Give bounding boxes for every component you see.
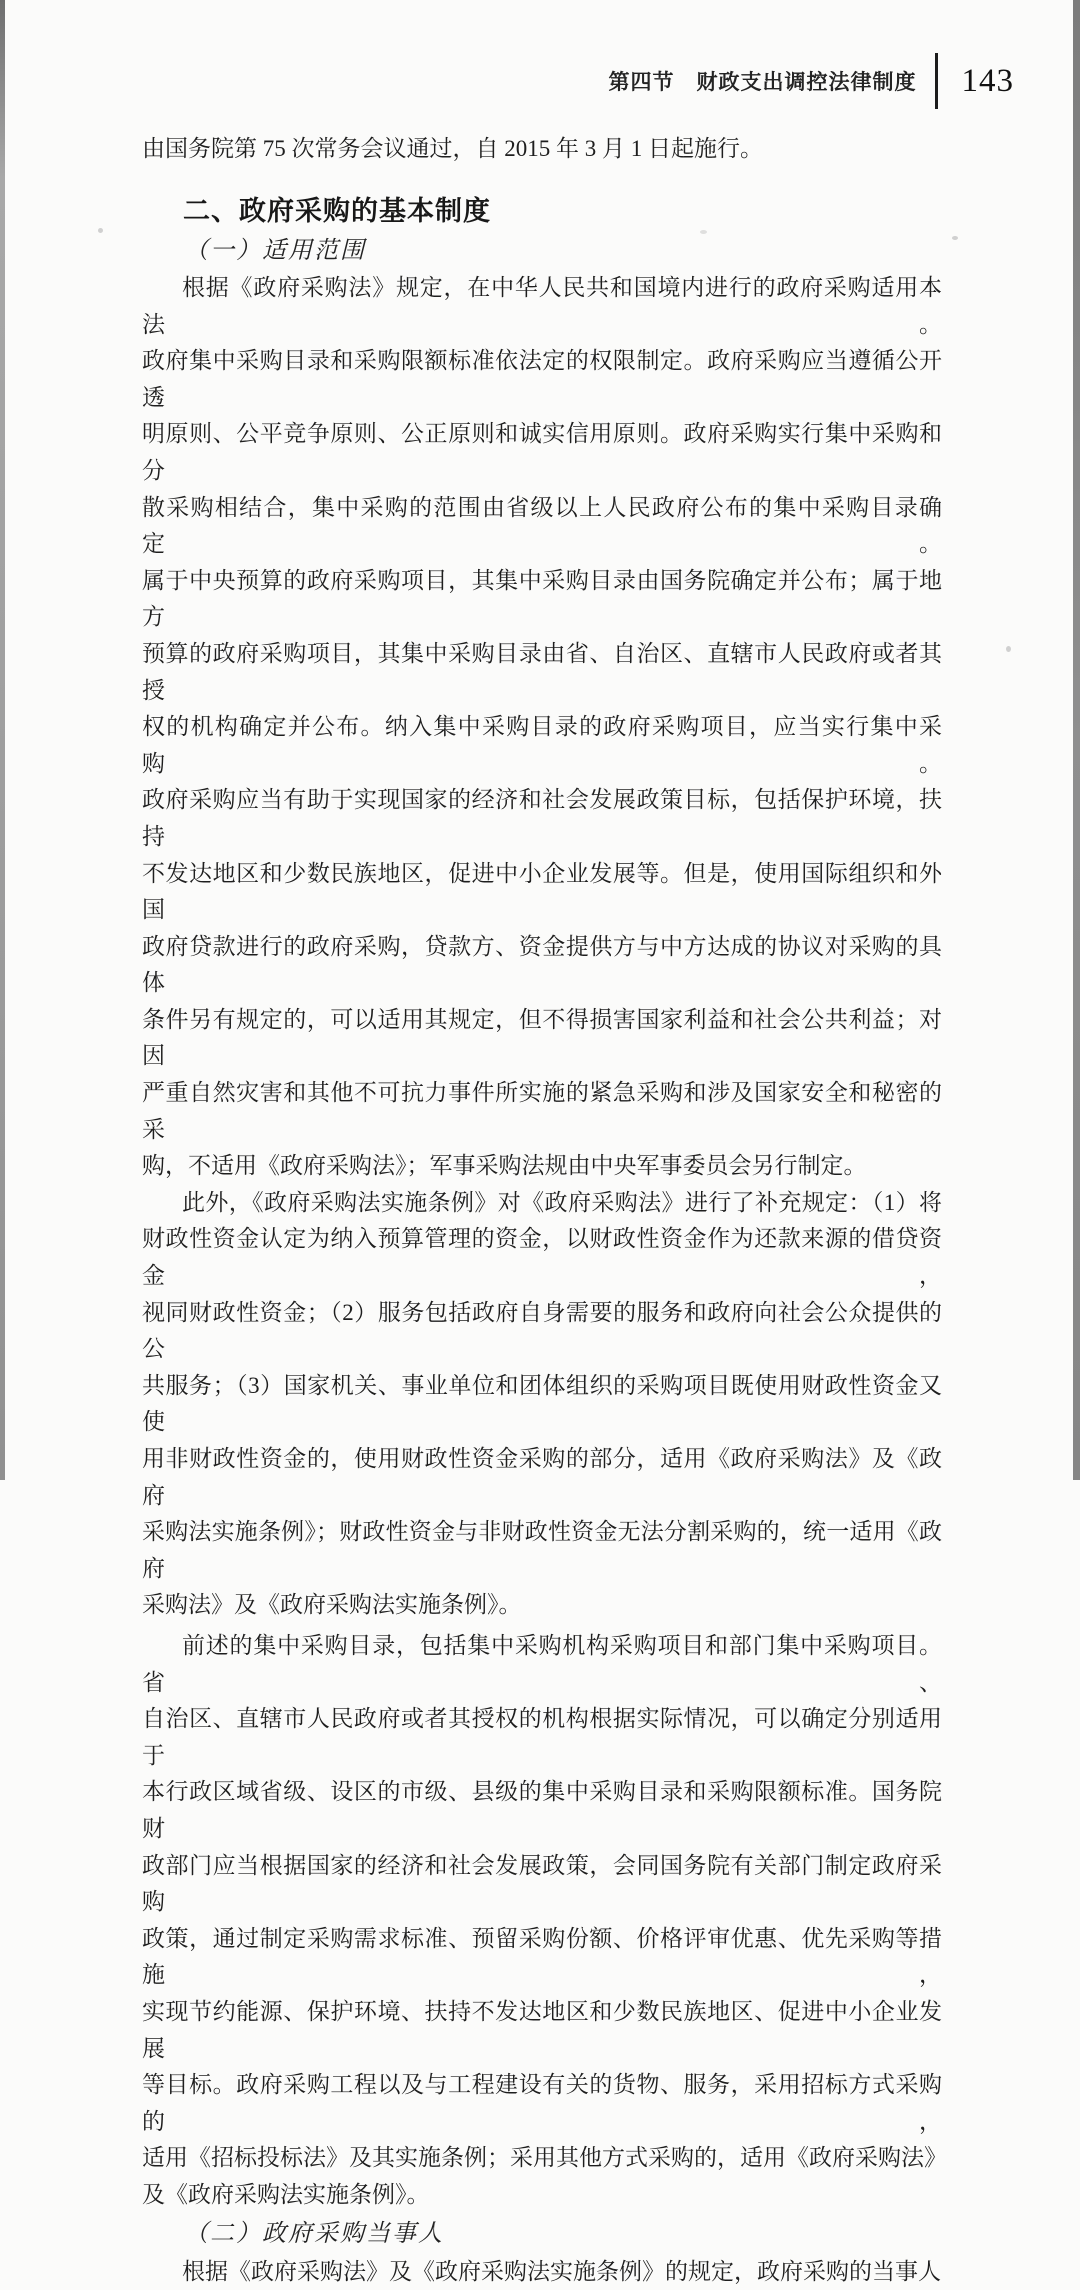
paragraph-catalogue-and-policy bbox=[142, 1628, 947, 2214]
text-line: 共服务；（3）国家机关、事业单位和团体组织的采购项目既使用财政性资金又使 bbox=[142, 1372, 942, 1435]
subheading-procurement-parties: （二）政府采购当事人 bbox=[184, 2221, 444, 2248]
text-line: 根据《政府采购法》规定，在中华人民共和国境内进行的政府采购适用本法。 bbox=[142, 275, 942, 337]
closing-sentence-line: 根据《政府采购法》及《政府采购法实施条例》的规定，政府采购的当事人 bbox=[182, 2259, 941, 2285]
text-line: 等目标。政府采购工程以及与工程建设有关的货物、服务，采用招标方式采购的， bbox=[142, 2072, 942, 2134]
text-line: 政府贷款进行的政府采购，贷款方、资金提供方与中方达成的协议对采购的具体 bbox=[142, 933, 942, 996]
carryover-sentence-line: 由国务院第 75 次常务会议通过，自 2015 年 3 月 1 日起施行。 bbox=[142, 136, 763, 161]
subheading-applicable-scope: （一）适用范围 bbox=[184, 238, 366, 264]
text-line: 前述的集中采购目录，包括集中采购机构采购项目和部门集中采购项目。省、 bbox=[142, 1632, 942, 1695]
section-heading: 二、政府采购的基本制度 bbox=[183, 196, 491, 226]
text-line: 散采购相结合，集中采购的范围由省级以上人民政府公布的集中采购目录确定。 bbox=[142, 494, 942, 557]
text-line: 视同财政性资金；（2）服务包括政府自身需要的服务和政府向社会公众提供的公 bbox=[142, 1299, 942, 1362]
paragraph-supplementary-rules bbox=[142, 1185, 942, 1624]
scan-speck bbox=[952, 236, 958, 240]
running-head-section-title: 第四节 财政支出调控法律制度 bbox=[608, 71, 917, 94]
text-line: 此外，《政府采购法实施条例》对《政府采购法》进行了补充规定：（1）将 bbox=[182, 1189, 942, 1215]
text-line: 属于中央预算的政府采购项目，其集中采购目录由国务院确定并公布；属于地方 bbox=[142, 567, 942, 630]
scan-edge-right bbox=[1073, 0, 1080, 1480]
text-line: 适用《招标投标法》及其实施条例；采用其他方式采购的，适用《政府采购法》 bbox=[142, 2145, 947, 2171]
text-line: 严重自然灾害和其他不可抗力事件所实施的紧急采购和涉及国家安全和秘密的采 bbox=[142, 1080, 942, 1142]
text-line: 用非财政性资金的，使用财政性资金采购的部分，适用《政府采购法》及《政府 bbox=[142, 1446, 942, 1508]
text-line: 不发达地区和少数民族地区，促进中小企业发展等。但是，使用国际组织和外国 bbox=[142, 860, 942, 923]
text-line: 政策，通过制定采购需求标准、预留采购份额、价格评审优惠、优先采购等措施， bbox=[142, 1925, 942, 1988]
header-divider-rule bbox=[935, 53, 938, 109]
text-line: 自治区、直辖市人民政府或者其授权的机构根据实际情况，可以确定分别适用于 bbox=[142, 1706, 942, 1768]
text-line: 本行政区域省级、设区的市级、县级的集中采购目录和采购限额标准。国务院财 bbox=[142, 1779, 942, 1841]
text-line: 政府集中采购目录和采购限额标准依法定的权限制定。政府采购应当遵循公开透 bbox=[142, 348, 942, 410]
text-line: 采购法实施条例》；财政性资金与非财政性资金无法分割采购的，统一适用《政府 bbox=[142, 1519, 942, 1581]
text-line: 预算的政府采购项目，其集中采购目录由省、自治区、直辖市人民政府或者其授 bbox=[142, 640, 942, 703]
text-line: 明原则、公平竞争原则、公正原则和诚实信用原则。政府采购实行集中采购和分 bbox=[142, 421, 942, 483]
running-head bbox=[0, 52, 1014, 110]
paragraph-applicable-scope bbox=[142, 270, 942, 1185]
page-number: 143 bbox=[961, 62, 1014, 99]
text-line: 财政性资金认定为纳入预算管理的资金，以财政性资金作为还款来源的借贷资金， bbox=[142, 1226, 942, 1289]
text-line: 购，不适用《政府采购法》；军事采购法规由中央军事委员会另行制定。 bbox=[142, 1153, 867, 1179]
text-line: 权的机构确定并公布。纳入集中采购目录的政府采购项目，应当实行集中采购。 bbox=[142, 714, 942, 776]
text-line: 及《政府采购法实施条例》。 bbox=[142, 2181, 430, 2207]
page-content bbox=[142, 130, 947, 2290]
text-line: 政部门应当根据国家的经济和社会发展政策，会同国务院有关部门制定政府采购 bbox=[142, 1852, 942, 1915]
scan-speck bbox=[700, 230, 707, 234]
text-line: 条件另有规定的，可以适用其规定，但不得损害国家利益和社会公共利益；对因 bbox=[142, 1006, 942, 1069]
scan-edge-left bbox=[0, 0, 5, 1480]
text-line: 政府采购应当有助于实现国家的经济和社会发展政策目标，包括保护环境，扶持 bbox=[142, 787, 942, 849]
text-line: 实现节约能源、保护环境、扶持不发达地区和少数民族地区、促进中小企业发展 bbox=[142, 1998, 942, 2061]
scan-speck bbox=[98, 228, 103, 233]
scan-speck bbox=[1006, 646, 1011, 652]
text-line: 采购法》及《政府采购法实施条例》。 bbox=[142, 1592, 522, 1618]
